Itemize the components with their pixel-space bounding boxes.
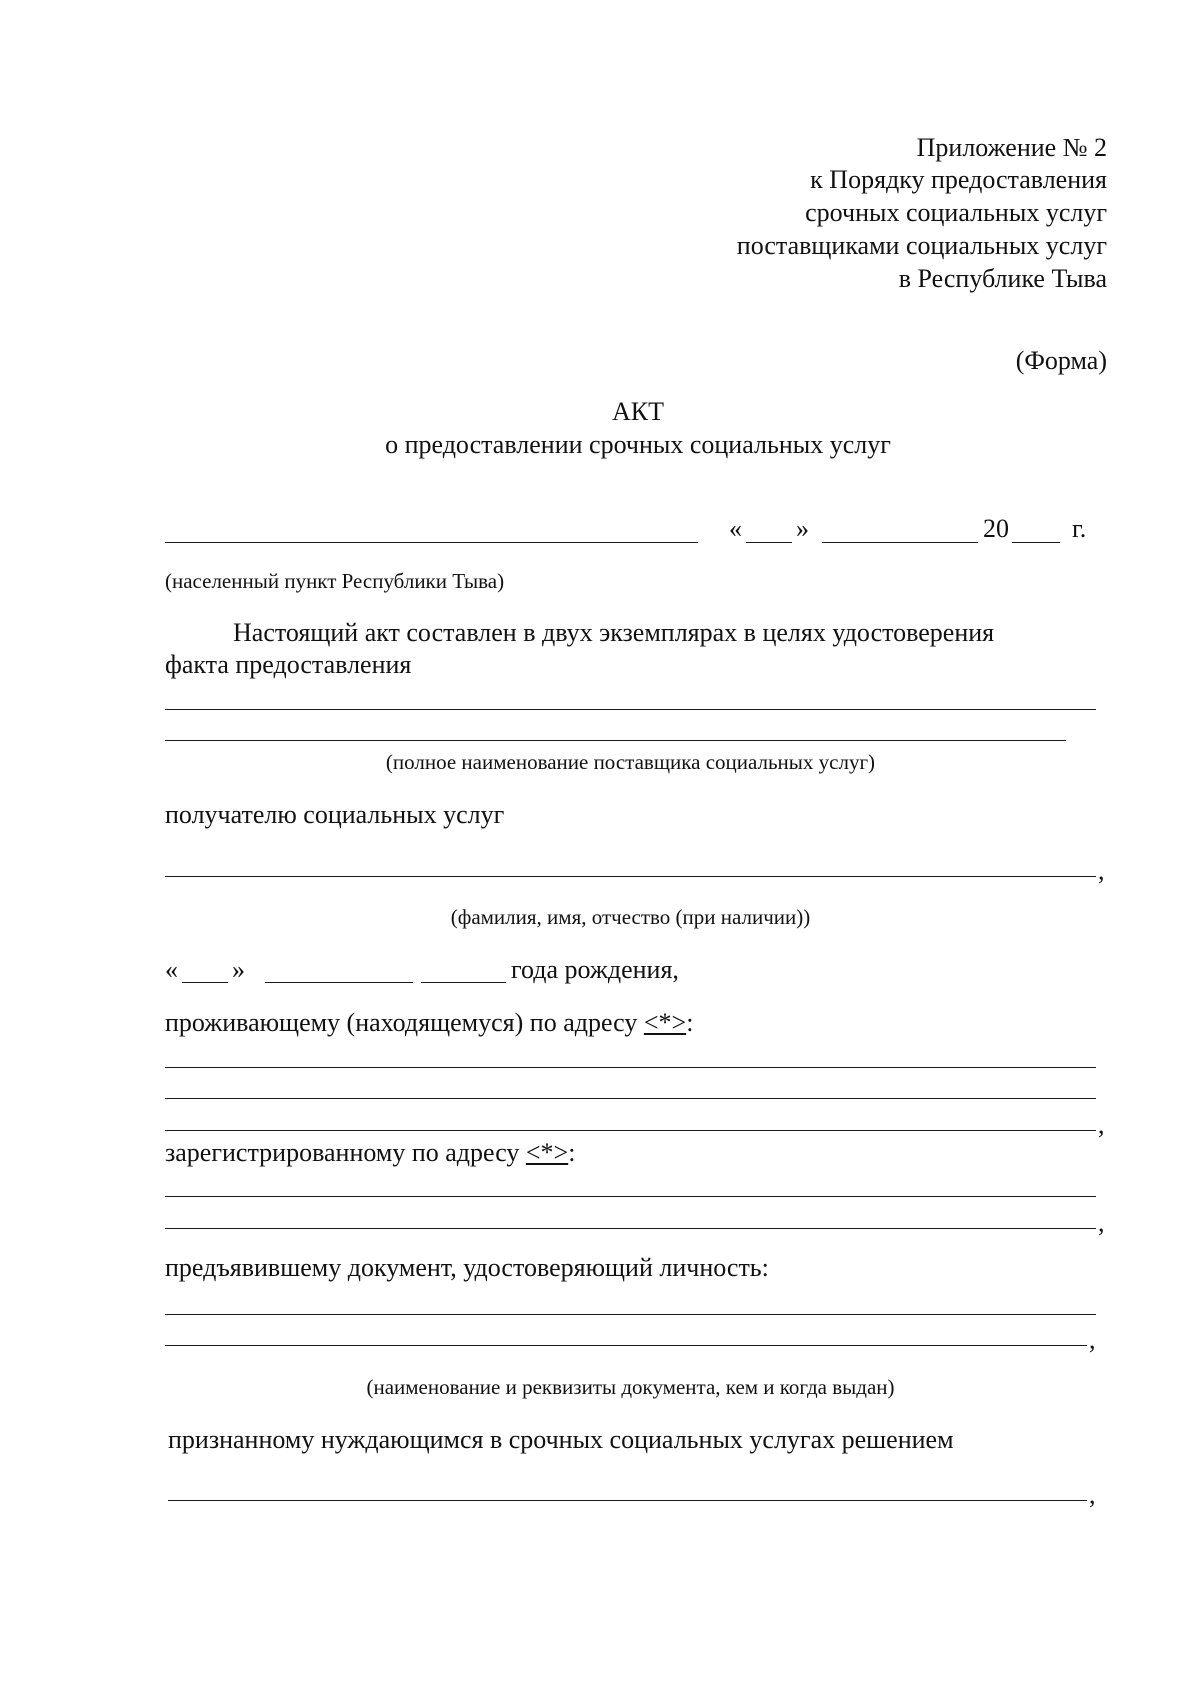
provider-field-line-2[interactable] [165, 740, 1066, 741]
birth-day-field[interactable] [182, 982, 228, 983]
residing-footnote-mark[interactable]: <*> [643, 1008, 687, 1037]
appendix-number: Приложение № 2 [916, 133, 1107, 162]
registered-colon: : [568, 1138, 576, 1167]
header-line-2: срочных социальных услуг [805, 198, 1107, 227]
fio-caption: (фамилия, имя, отчество (при наличии)) [450, 905, 811, 929]
registered-label [165, 1138, 575, 1168]
residing-field-line-3[interactable] [165, 1130, 1096, 1131]
residing-label [165, 1008, 693, 1038]
settlement-field[interactable] [165, 542, 698, 543]
presented-label: предъявившему документ, удостоверяющий личность: [165, 1253, 769, 1282]
registered-comma: , [1098, 1208, 1105, 1237]
residing-text: проживающему (находящемуся) по адресу [165, 1008, 638, 1037]
date-open-quote: « [729, 514, 742, 543]
residing-colon: : [686, 1008, 694, 1037]
residing-comma: , [1098, 1110, 1105, 1139]
registered-field-line-2[interactable] [165, 1228, 1096, 1229]
settlement-caption: (населенный пункт Республики Тыва) [165, 569, 505, 593]
recipient-label: получателю социальных услуг [165, 800, 505, 829]
residing-field-line-1[interactable] [165, 1067, 1096, 1068]
month-field[interactable] [822, 542, 978, 543]
header-line-1: к Порядку предоставления [810, 165, 1107, 194]
provider-caption: (полное наименование поставщика социальных услуг) [385, 750, 876, 774]
decision-field[interactable] [168, 1500, 1087, 1501]
document-field-line-1[interactable] [165, 1314, 1096, 1315]
registered-text: зарегистрированному по адресу [165, 1138, 520, 1167]
recipient-comma: , [1098, 856, 1105, 885]
date-close-quote: » [796, 514, 809, 543]
birth-close-quote: » [232, 955, 245, 984]
document-subtitle: о предоставлении срочных социальных услуг [385, 430, 891, 459]
document-comma: , [1089, 1325, 1096, 1354]
birth-month-field[interactable] [265, 982, 413, 983]
registered-footnote-mark[interactable]: <*> [525, 1138, 569, 1167]
document-caption: (наименование и реквизиты документа, кем и когда выдан) [366, 1375, 895, 1399]
form-label: (Форма) [1015, 346, 1107, 375]
provider-field-line-1[interactable] [165, 709, 1096, 710]
registered-field-line-1[interactable] [165, 1196, 1096, 1197]
date-century: 20 [983, 514, 1009, 543]
residing-field-line-2[interactable] [165, 1098, 1096, 1099]
recipient-fio-field[interactable] [165, 876, 1096, 877]
decision-comma: , [1089, 1480, 1096, 1509]
birth-open-quote: « [165, 955, 178, 984]
header-line-4: в Республике Тыва [898, 264, 1107, 293]
document-field-line-2[interactable] [165, 1345, 1087, 1346]
header-line-3: поставщиками социальных услуг [736, 231, 1107, 260]
intro-line-2: факта предоставления [165, 650, 412, 679]
birth-year-field[interactable] [421, 982, 506, 983]
intro-line-1: Настоящий акт составлен в двух экземплярах в целях удостоверения [233, 618, 995, 647]
document-title: АКТ [612, 397, 664, 426]
day-field[interactable] [746, 542, 792, 543]
recognized-label: признанному нуждающимся в срочных социальных услугах решением [168, 1425, 954, 1454]
birth-suffix: года рождения, [511, 955, 679, 984]
year-field[interactable] [1012, 542, 1060, 543]
date-year-suffix: г. [1072, 514, 1087, 543]
